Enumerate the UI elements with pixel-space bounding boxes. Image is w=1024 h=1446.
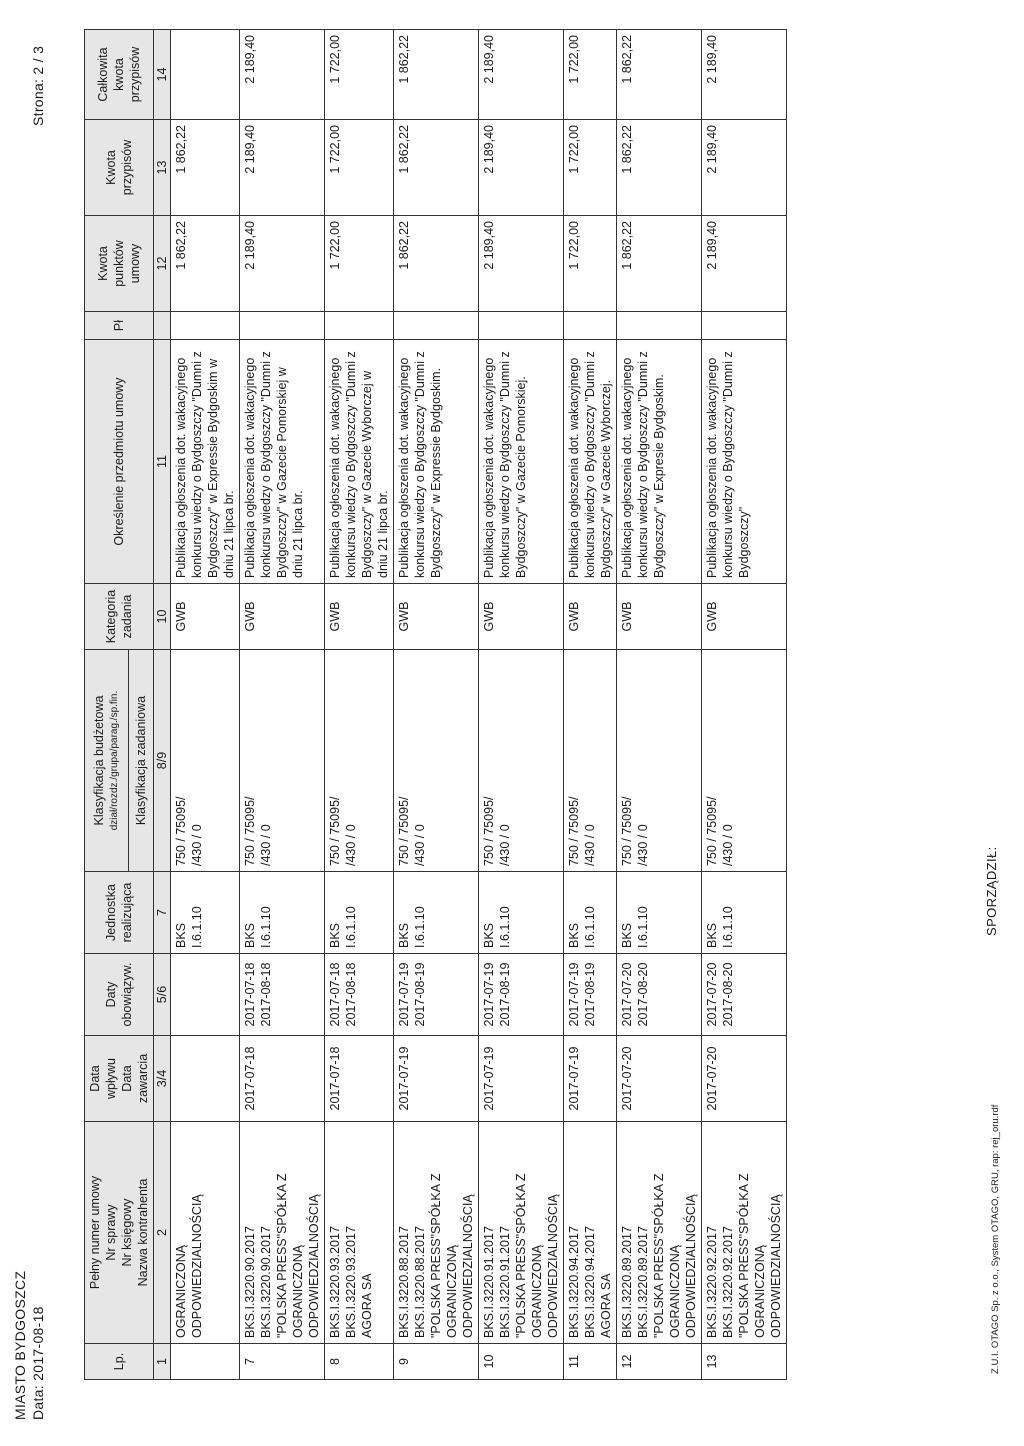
row-budget: 750 / 75095/ /430 / 0 [171,650,240,872]
row-budget: 750 / 75095/ /430 / 0 [479,650,564,872]
row-unit: BKS I.6.1.10 [240,872,325,954]
row-contract: BKS.I.3220.94.2017 BKS.I.3220.94.2017 AGORA SA [564,1122,617,1344]
row-amount-total: 1 722,00 [564,30,617,120]
row-amount-reg: 2 189,40 [479,120,564,216]
row-amount-reg: 2 189,40 [702,120,787,216]
table-row [564,30,617,1380]
row-amount-points: 1 862,22 [617,216,702,312]
col-subject: Określenie przedmiotu umowy [85,340,154,584]
row-lp: 11 [564,1344,617,1380]
row-validity: 2017-07-19 2017-08-19 [564,954,617,1036]
row-amount-points: 2 189,40 [479,216,564,312]
row-unit: BKS I.6.1.10 [564,872,617,954]
table-row [171,30,240,1380]
col-number: 12 [154,216,171,312]
row-pl [325,312,394,340]
header-row [85,30,129,1380]
col-pl: Pł [85,312,154,340]
row-validity: 2017-07-18 2017-08-18 [325,954,394,1036]
row-dates-in: 2017-07-19 [479,1036,564,1122]
row-amount-points: 1 862,22 [394,216,479,312]
row-validity: 2017-07-20 2017-08-20 [702,954,787,1036]
col-number: 13 [154,120,171,216]
report-date: Data: 2017-08-18 [30,1306,46,1420]
row-amount-total [171,30,240,120]
row-amount-total: 1 862,22 [617,30,702,120]
col-category: Kategoria zadania [85,584,154,650]
col-contract: Pełny numer umowy Nr sprawy Nr księgowy Nazwa kontrahenta [85,1122,154,1344]
row-pl [240,312,325,340]
row-amount-points: 2 189,40 [702,216,787,312]
row-pl [702,312,787,340]
page-number: Strona: 2 / 3 [30,45,46,126]
col-number: 8/9 [154,650,171,872]
col-number: 1 [154,1344,171,1380]
table-row [394,30,479,1380]
row-amount-total: 2 189,40 [240,30,325,120]
row-unit: BKS I.6.1.10 [171,872,240,954]
city-title: MIASTO BYDGOSZCZ [12,1270,28,1420]
row-contract: BKS.I.3220.88.2017 BKS.I.3220.88.2017 "POLSKA PRESS"SPÓŁKA Z OGRANICZONĄ ODPOWIEDZIALNOŚCIĄ [394,1122,479,1344]
table-row [702,30,787,1380]
row-budget: 750 / 75095/ /430 / 0 [617,650,702,872]
row-category: GWB [617,584,702,650]
row-unit: BKS I.6.1.10 [325,872,394,954]
row-validity: 2017-07-19 2017-08-19 [394,954,479,1036]
row-contract: OGRANICZONĄ ODPOWIEDZIALNOŚCIĄ [171,1122,240,1344]
row-subject: Publikacja ogłoszenia dot. wakacyjnego konkursu wiedzy o Bydgoszczy "Dumni z Bydgoszczy" w Gazecie Pomorskiej w dniu 21 lipca br. [240,340,325,584]
col-number: 2 [154,1122,171,1344]
column-number-row [154,30,171,1380]
row-budget: 750 / 75095/ /430 / 0 [240,650,325,872]
row-amount-total: 1 722,00 [325,30,394,120]
row-amount-reg: 2 189,40 [240,120,325,216]
row-amount-reg: 1 862,22 [617,120,702,216]
col-amount-total: Całkowita kwota przypisów [85,30,154,120]
table-row [240,30,325,1380]
row-validity: 2017-07-20 2017-08-20 [617,954,702,1036]
col-task-class: Klasyfikacja zadaniowa [129,650,154,872]
row-amount-reg: 1 722,00 [325,120,394,216]
row-amount-reg: 1 862,22 [171,120,240,216]
row-category: GWB [325,584,394,650]
row-subject: Publikacja ogłoszenia dot. wakacyjnego konkursu wiedzy o Bydgoszczy "Dumni z Bydgoszczy" w Expressie Bydgoskim w dniu 21 lipca br. [171,340,240,584]
col-amount-points: Kwota punktów umowy [85,216,154,312]
row-amount-reg: 1 862,22 [394,120,479,216]
row-amount-points: 2 189,40 [240,216,325,312]
col-lp: Lp. [85,1344,154,1380]
row-category: GWB [479,584,564,650]
row-dates-in: 2017-07-19 [394,1036,479,1122]
table-row [617,30,702,1380]
row-validity: 2017-07-19 2017-08-19 [479,954,564,1036]
row-budget: 750 / 75095/ /430 / 0 [702,650,787,872]
row-subject: Publikacja ogłoszenia dot. wakacyjnego konkursu wiedzy o Bydgoszczy "Dumni z Bydgoszczy" w Expressie Bydgoskim. [394,340,479,584]
row-amount-points: 1 862,22 [171,216,240,312]
row-lp: 12 [617,1344,702,1380]
row-amount-points: 1 722,00 [564,216,617,312]
row-category: GWB [240,584,325,650]
row-lp: 8 [325,1344,394,1380]
row-budget: 750 / 75095/ /430 / 0 [325,650,394,872]
col-dates-in: Data wpływu Data zawarcia [85,1036,154,1122]
row-lp: 7 [240,1344,325,1380]
system-footer: Z.U.I. OTAGO Sp. z o.o., System OTAGO, GRU, rap: rej_oru.rdf [990,1104,1001,1374]
row-validity: 2017-07-18 2017-08-18 [240,954,325,1036]
row-lp [171,1344,240,1380]
row-contract: BKS.I.3220.91.2017 BKS.I.3220.91.2017 "POLSKA PRESS"SPÓŁKA Z OGRANICZONĄ ODPOWIEDZIALNOŚCIĄ [479,1122,564,1344]
col-number: 3/4 [154,1036,171,1122]
row-contract: BKS.I.3220.93.2017 BKS.I.3220.93.2017 AGORA SA [325,1122,394,1344]
row-amount-total: 1 862,22 [394,30,479,120]
row-dates-in: 2017-07-20 [617,1036,702,1122]
col-number [154,312,171,340]
col-amount-reg: Kwota przypisów [85,120,154,216]
row-lp: 13 [702,1344,787,1380]
row-amount-total: 2 189,40 [702,30,787,120]
row-contract: BKS.I.3220.89.2017 BKS.I.3220.89.2017 "POLSKA PRESS"SPÓŁKA Z OGRANICZONĄ ODPOWIEDZIALNOŚCIĄ [617,1122,702,1344]
row-lp: 9 [394,1344,479,1380]
col-number: 11 [154,340,171,584]
row-lp: 10 [479,1344,564,1380]
table-row [325,30,394,1380]
row-pl [479,312,564,340]
col-number: 5/6 [154,954,171,1036]
table-row [479,30,564,1380]
row-dates-in: 2017-07-20 [702,1036,787,1122]
row-subject: Publikacja ogłoszenia dot. wakacyjnego konkursu wiedzy o Bydgoszczy "Dumni z Bydgoszczy" w Gazecie Wyborczej. [564,340,617,584]
row-pl [394,312,479,340]
row-validity [171,954,240,1036]
signature-label: SPORZĄDZIŁ: [984,846,999,936]
row-dates-in: 2017-07-19 [564,1036,617,1122]
row-category: GWB [394,584,479,650]
row-amount-total: 2 189,40 [479,30,564,120]
row-amount-reg: 1 722,00 [564,120,617,216]
row-contract: BKS.I.3220.92.2017 BKS.I.3220.92.2017 "POLSKA PRESS"SPÓŁKA Z OGRANICZONĄ ODPOWIEDZIALNOŚCIĄ [702,1122,787,1344]
row-category: GWB [171,584,240,650]
row-budget: 750 / 75095/ /430 / 0 [564,650,617,872]
col-obligation: Daty obowiązyw. [85,954,154,1036]
table-body [171,30,787,1380]
row-unit: BKS I.6.1.10 [394,872,479,954]
row-subject: Publikacja ogłoszenia dot. wakacyjnego konkursu wiedzy o Bydgoszczy "Dumni z Bydgoszczy" [702,340,787,584]
row-subject: Publikacja ogłoszenia dot. wakacyjnego konkursu wiedzy o Bydgoszczy "Dumni z Bydgoszczy" w Gazecie Pomorskiej. [479,340,564,584]
col-number: 7 [154,872,171,954]
row-budget: 750 / 75095/ /430 / 0 [394,650,479,872]
row-category: GWB [702,584,787,650]
row-subject: Publikacja ogłoszenia dot. wakacyjnego konkursu wiedzy o Bydgoszczy "Dumni z Bydgoszczy" w Gazecie Wyborczej w dniu 21 lipca br. [325,340,394,584]
row-dates-in [171,1036,240,1122]
row-amount-points: 1 722,00 [325,216,394,312]
row-pl [564,312,617,340]
col-unit: Jednostka realizująca [85,872,154,954]
row-contract: BKS.I.3220.90.2017 BKS.I.3220.90.2017 "POLSKA PRESS"SPÓŁKA Z OGRANICZONĄ ODPOWIEDZIALNOŚCIĄ [240,1122,325,1344]
row-pl [171,312,240,340]
row-dates-in: 2017-07-18 [240,1036,325,1122]
row-subject: Publikacja ogłoszenia dot. wakacyjnego konkursu wiedzy o Bydgoszczy "Dumni z Bydgoszczy" w Expresie Bydgoskim. [617,340,702,584]
row-unit: BKS I.6.1.10 [479,872,564,954]
col-number: 14 [154,30,171,120]
row-dates-in: 2017-07-18 [325,1036,394,1122]
row-unit: BKS I.6.1.10 [617,872,702,954]
row-pl [617,312,702,340]
col-budget: Klasyfikacja budżetowa dział/rozdz./grupa/parag./sp.fin. [85,650,129,872]
contracts-register-table [84,29,787,1380]
row-unit: BKS I.6.1.10 [702,872,787,954]
row-category: GWB [564,584,617,650]
col-number: 10 [154,584,171,650]
